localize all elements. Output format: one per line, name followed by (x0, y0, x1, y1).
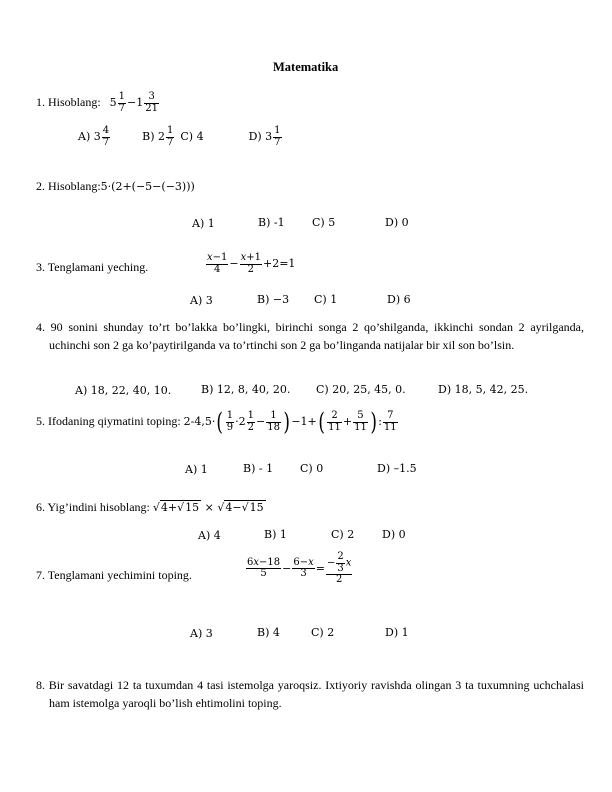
option-b[interactable]: B) 1 (264, 528, 287, 541)
question-6-text: 6. Yig’indini hisoblang: (36, 500, 150, 514)
option-a[interactable]: A) 3 (190, 294, 213, 307)
option-a[interactable]: A) 18, 22, 40, 10. (75, 384, 172, 397)
question-5 (36, 410, 399, 434)
option-a[interactable]: A) 3 $\frac{4}{7}$ (78, 125, 110, 148)
option-b[interactable]: B) 2 $\frac{1}{7}$ (142, 125, 174, 148)
option-d[interactable]: D) 18, 5, 42, 25. (438, 383, 529, 396)
question-3-text: 3. Tenglamani yeching. (36, 260, 149, 274)
question-2-options (192, 216, 409, 231)
question-7-equation: $\frac{6x-18}{5}$ − $\frac{6-x}{3}$ = − $\frac{2}{3}$ x 2 (247, 551, 352, 585)
option-b[interactable]: B) −3 (257, 293, 290, 306)
question-3-options (190, 293, 411, 308)
option-c[interactable]: C) 1 (314, 293, 338, 306)
question-4-text: 4. 90 sonini shunday to’rt bo’lakka bo’lingki, birinchi songa 2 qo’shilganda, ikkinchi sondan 2 ayrilganda, uchinchi son 2 ga ko’paytirilganda va to’rtinchi son 2 ga bo’linganda natijalar bir xil son bo’lsin. (36, 320, 584, 352)
option-d[interactable]: D) 0 (385, 216, 409, 229)
question-3-equation: $\frac{x-1}{4}$ − $\frac{x+1}{2}$ +2=1 (207, 252, 296, 275)
question-7-text: 7. Tenglamani yechimini toping. (36, 568, 192, 582)
option-a[interactable]: A) 4 (198, 529, 221, 542)
question-5-text: 5. Ifodaning qiymatini toping: (36, 414, 181, 428)
question-6-expression: √4+√15 × √4−√15 (152, 501, 264, 514)
option-d[interactable]: D) 1 (385, 626, 409, 639)
question-1-expression: 5 $\frac{1}{7}$ −1 $\frac{3}{21}$ (109, 91, 158, 114)
question-1-text: 1. Hisoblang: (36, 95, 101, 109)
option-d[interactable]: D) 0 (382, 528, 406, 541)
question-2-text: 2. Hisoblang: (36, 179, 101, 193)
question-5-options (185, 462, 417, 477)
option-d[interactable]: D) 6 (387, 293, 411, 306)
question-7-options (190, 626, 409, 641)
option-c[interactable]: C) 5 (312, 216, 336, 229)
question-2-expression: 5·(2+(−5−(−3))) (100, 180, 195, 193)
option-d[interactable]: D) 3 $\frac{1}{7}$ (248, 125, 281, 148)
option-c[interactable]: C) 20, 25, 45, 0. (316, 383, 406, 396)
question-2 (36, 179, 195, 194)
question-4-options (75, 383, 529, 398)
question-5-expression: 2-4,5·( $\frac{1}{9}$ ·2 $\frac{1}{2}$ − $\frac{1}{18}$ )−1+( $\frac{2}{11}$ + $\frac{5}{11}$ ): $\frac{7}{11}$ (183, 408, 397, 436)
option-c[interactable]: C) 2 (311, 626, 335, 639)
option-a[interactable]: A) 3 (190, 627, 213, 640)
question-6-options (198, 528, 406, 543)
option-a[interactable]: A) 1 (185, 463, 208, 476)
option-b[interactable]: B) -1 (258, 216, 285, 229)
question-7 (36, 568, 192, 583)
option-a[interactable]: A) 1 (192, 217, 215, 230)
question-8-text: 8. Bir savatdagi 12 ta tuxumdan 4 tasi istemolga yaroqsiz. Ixtiyoriy ravishda olingan 3 ta tuxumning uchchalasi ham istemolga yaroqli bo’lish ehtimolini toping. (36, 678, 584, 710)
option-b[interactable]: B) 12, 8, 40, 20. (201, 383, 291, 396)
question-1 (36, 92, 160, 114)
question-3 (36, 260, 148, 275)
option-c[interactable]: C) 0 (300, 462, 324, 475)
option-d[interactable]: D) –1.5 (377, 462, 417, 475)
option-c[interactable]: C) 2 (331, 528, 355, 541)
question-6 (36, 500, 266, 515)
question-1-options (78, 126, 283, 148)
page-title: Matematika (273, 60, 339, 74)
option-b[interactable]: B) 4 (257, 626, 280, 639)
option-b[interactable]: B) - 1 (243, 462, 274, 475)
option-c[interactable]: C) 4 (180, 130, 204, 143)
